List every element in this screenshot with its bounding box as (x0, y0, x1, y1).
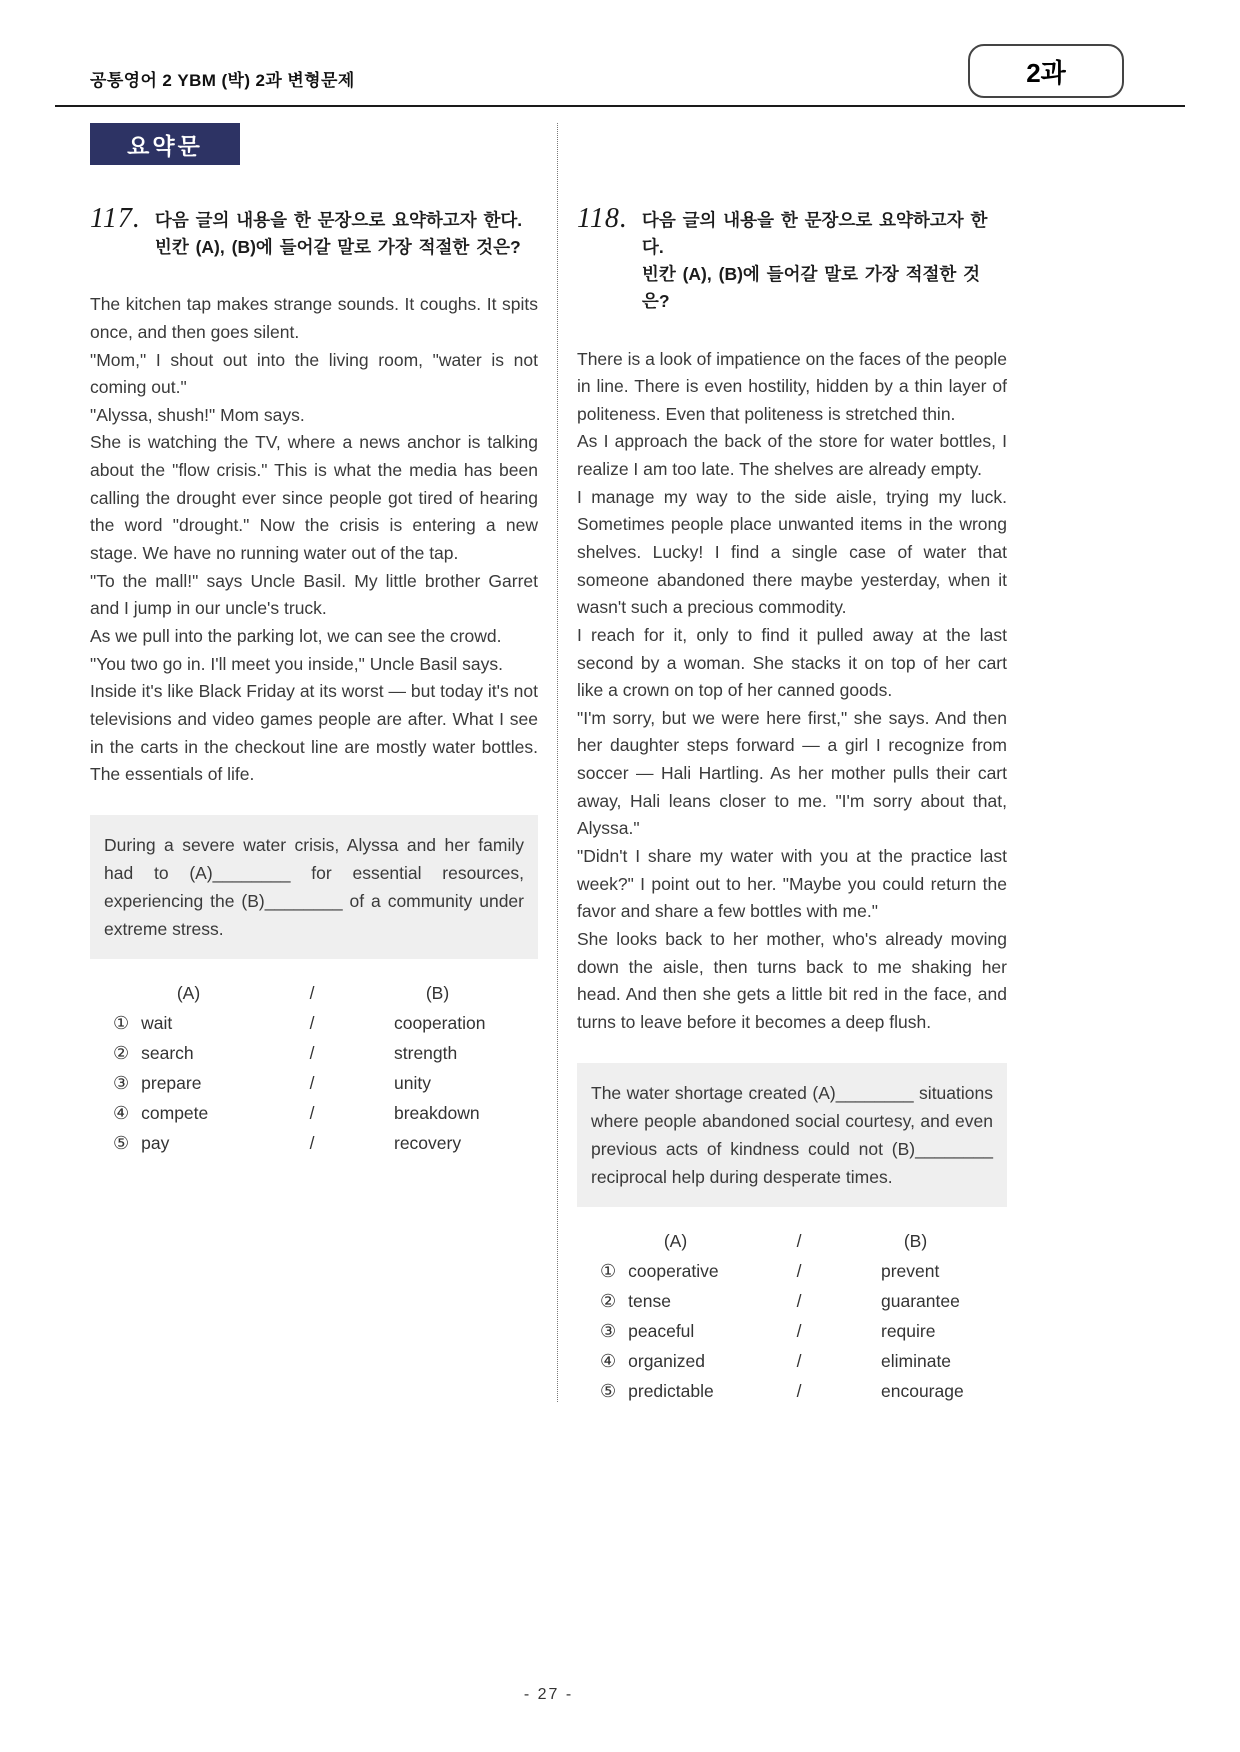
choice-b-word: cooperation (394, 1012, 486, 1033)
passage-paragraph: "Didn't I share my water with you at the practice last week?" I point out to her. "Maybe you could return the favor and share a few bottles with me." (577, 846, 1007, 922)
choice-row-3 (577, 1321, 1007, 1342)
choice-row-1 (90, 1013, 538, 1034)
choice-header-slash: / (796, 1230, 802, 1251)
passage-paragraph: She is watching the TV, where a news anchor is talking about the "flow crisis." This is what the media has been calling the drought ever since people got tired of hearing the word "drought." Now the crisis is entering a new stage. We have no running water out of the tap. (90, 432, 538, 564)
choice-header-b: (B) (903, 1230, 928, 1251)
choice-b-word: require (881, 1320, 936, 1341)
choice-b-word: guarantee (881, 1290, 960, 1311)
choice-header-a: (A) (663, 1230, 688, 1251)
choice-row-2 (90, 1043, 538, 1064)
question-prompt (642, 203, 1007, 316)
choice-b-word: unity (394, 1072, 431, 1093)
passage-paragraph: The kitchen tap makes strange sounds. It coughs. It spits once, and then goes silent. (90, 294, 538, 342)
choice-header-a: (A) (176, 982, 201, 1003)
choice-a (90, 1103, 287, 1124)
choice-marker: ② (600, 1290, 617, 1311)
choice-b-word: encourage (881, 1380, 964, 1401)
passage-paragraph: As I approach the back of the store for water bottles, I realize I am too late. The shelves are already empty. (577, 431, 1007, 480)
passage-paragraph: "Mom," I shout out into the living room, "water is not coming out." (90, 349, 538, 398)
choice-a-word: organized (628, 1350, 706, 1371)
passage-paragraph: "You two go in. I'll meet you inside," Uncle Basil says. (90, 653, 503, 674)
question-number: 117. (90, 203, 141, 234)
chapter-badge: 2과 (968, 44, 1124, 98)
choice-a-word: prepare (141, 1072, 202, 1093)
choice-a (90, 1133, 287, 1154)
choice-a (577, 1321, 774, 1342)
choice-marker: ④ (600, 1350, 617, 1371)
choice-a-word: peaceful (628, 1320, 695, 1341)
question-head (577, 203, 1007, 316)
choice-row-5 (90, 1133, 538, 1154)
choice-marker: ③ (600, 1320, 617, 1341)
question-118 (577, 203, 1007, 1402)
question-117 (90, 203, 538, 1154)
choice-row-2 (577, 1291, 1007, 1312)
right-column (577, 123, 1007, 1402)
choice-marker: ① (600, 1260, 617, 1281)
passage-paragraph: There is a look of impatience on the faces of the people in line. There is even hostility, hidden by a thin layer of politeness. Even that politeness is stretched thin. (577, 348, 1007, 424)
passage-paragraph: I reach for it, only to find it pulled away at the last second by a woman. She stacks it on top of her cart like a crown on top of her canned goods. (577, 624, 1007, 701)
choice-b-word: strength (394, 1042, 458, 1063)
choice-slash: / (309, 1042, 315, 1063)
choice-header-b: (B) (425, 982, 450, 1003)
choice-marker: ③ (113, 1072, 130, 1093)
choice-row-4 (90, 1103, 538, 1124)
passage-paragraph: "Alyssa, shush!" Mom says. (90, 404, 305, 425)
choice-a (577, 1351, 774, 1372)
choice-header (90, 983, 538, 1004)
choice-a-word: compete (141, 1102, 209, 1123)
choice-a-word: predictable (628, 1380, 714, 1401)
choice-marker: ① (113, 1012, 130, 1033)
passage (90, 291, 538, 789)
choice-a (577, 1261, 774, 1282)
choice-row-4 (577, 1351, 1007, 1372)
question-head (90, 203, 538, 261)
choice-a (577, 1291, 774, 1312)
choice-slash: / (309, 1072, 315, 1093)
question-number: 118. (577, 203, 628, 234)
passage (577, 346, 1007, 1037)
passage-paragraph: I manage my way to the side aisle, trying my luck. Sometimes people place unwanted items in the wrong shelves. Lucky! I find a single case of water that someone abandoned there maybe yesterday, when it wasn't such a precious commodity. (577, 486, 1007, 618)
passage-paragraph: Inside it's like Black Friday at its worst — but today it's not televisions and video games people are after. What I see in the carts in the checkout line are mostly water bottles. The essentials of life. (90, 681, 538, 785)
choice-slash: / (796, 1350, 802, 1371)
passage-paragraph: She looks back to her mother, who's already moving down the aisle, then turns back to me shaking her head. And then she gets a little bit red in the face, and turns to leave before it becomes a deep flush. (577, 928, 1007, 1032)
choice-slash: / (796, 1290, 802, 1311)
choice-a-word: wait (141, 1012, 173, 1033)
choice-slash: / (309, 1102, 315, 1123)
section-badge: 요약문 (90, 123, 240, 165)
choice-a-word: pay (141, 1132, 170, 1153)
choice-slash: / (796, 1380, 802, 1401)
choice-a-word: tense (628, 1290, 671, 1311)
choice-b-word: prevent (881, 1260, 940, 1281)
choice-b-word: eliminate (881, 1350, 952, 1371)
answer-choices (90, 983, 538, 1154)
choice-slash: / (796, 1260, 802, 1281)
choice-a-word: cooperative (628, 1260, 719, 1281)
passage-paragraph: As we pull into the parking lot, we can see the crowd. (90, 625, 502, 646)
choice-a (577, 1381, 774, 1402)
choice-marker: ② (113, 1042, 130, 1063)
choice-slash: / (309, 1012, 315, 1033)
two-column-layout (90, 123, 1007, 1402)
prompt-line: 빈칸 (A), (B)에 들어갈 말로 가장 적절한 것은? (154, 237, 521, 258)
choice-marker: ⑤ (600, 1380, 617, 1401)
page-number: - 27 - (523, 1686, 574, 1703)
choice-a (90, 1043, 287, 1064)
choice-b-word: recovery (394, 1132, 462, 1153)
prompt-line: 다음 글의 내용을 한 문장으로 요약하고자 한다. (641, 210, 988, 258)
column-divider (557, 123, 558, 1402)
prompt-line: 빈칸 (A), (B)에 들어갈 말로 가장 적절한 것은? (641, 264, 981, 312)
choice-a (90, 1073, 287, 1094)
summary-box: During a severe water crisis, Alyssa and her family had to (A)________ for essential resources, experiencing the (B)________ of a community under extreme stress. (90, 815, 538, 959)
header-divider (55, 105, 1185, 107)
choice-row-3 (90, 1073, 538, 1094)
choice-header (577, 1231, 1007, 1252)
passage-paragraph: "To the mall!" says Uncle Basil. My little brother Garret and I jump in our uncle's truck. (90, 570, 538, 619)
choice-slash: / (309, 1132, 315, 1153)
question-prompt (155, 203, 522, 261)
answer-choices (577, 1231, 1007, 1402)
summary-box: The water shortage created (A)________ situations where people abandoned social courtesy, and even previous acts of kindness could not (B)________ reciprocal help during desperate times. (577, 1063, 1007, 1207)
choice-a-word: search (141, 1042, 194, 1063)
choice-marker: ⑤ (113, 1132, 130, 1153)
choice-header-slash: / (309, 982, 315, 1003)
choice-a (90, 1013, 287, 1034)
choice-row-1 (577, 1261, 1007, 1282)
choice-slash: / (796, 1320, 802, 1341)
choice-row-5 (577, 1381, 1007, 1402)
choice-marker: ④ (113, 1102, 130, 1123)
prompt-line: 다음 글의 내용을 한 문장으로 요약하고자 한다. (154, 210, 523, 230)
choice-b-word: breakdown (394, 1102, 480, 1123)
left-column (90, 123, 538, 1402)
passage-paragraph: "I'm sorry, but we were here first," she says. And then her daughter steps forward — a girl I recognize from soccer — Hali Hartling. As her mother pulls their cart away, Hali leans closer to me. "I'm sorry about that, Alyssa." (577, 707, 1007, 839)
header-title: 공통영어 2 YBM (박) 2과 변형문제 (90, 71, 355, 90)
